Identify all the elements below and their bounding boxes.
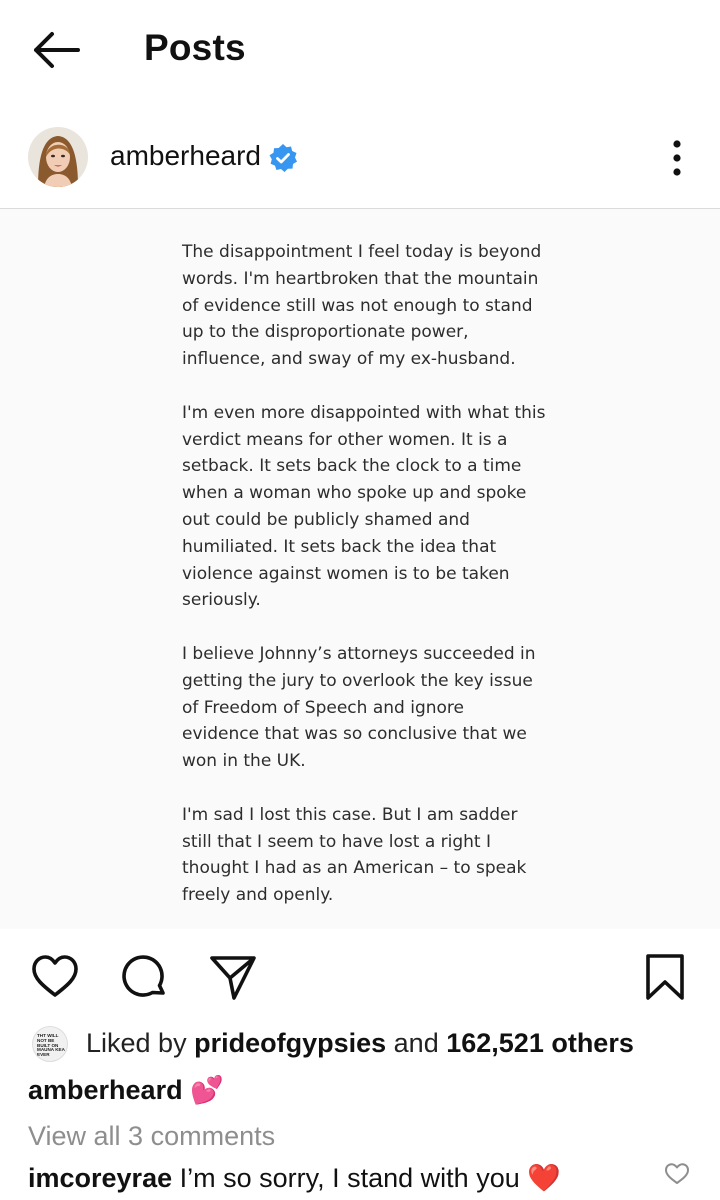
statement-paragraph-4: I'm sad I lost this case. But I am sadder still that I seem to have lost a right I thought I had as an American – to speak freely and openly.: [182, 804, 527, 906]
avatar[interactable]: [28, 127, 88, 187]
top-bar: [0, 0, 720, 100]
arrow-left-icon: [30, 30, 82, 70]
likes-row[interactable]: [0, 1022, 720, 1066]
likes-count[interactable]: 162,521 others: [446, 1028, 634, 1058]
send-icon: [208, 952, 258, 1002]
likes-summary[interactable]: [86, 1028, 634, 1059]
post-header: [0, 122, 720, 194]
profile-photo-icon: [28, 127, 88, 187]
liker-avatar[interactable]: [32, 1026, 68, 1062]
statement-text: [182, 239, 562, 909]
comment-text: I’m so sorry, I stand with you: [179, 1163, 520, 1193]
comment-icon: [119, 952, 169, 1002]
statement-paragraph-3: I believe Johnny’s attorneys succeeded in getting the jury to overlook the key issue of Freedom of Speech and ignore evidence that was so conclusive that we won in the UK.: [182, 643, 536, 772]
caption-username[interactable]: amberheard: [28, 1075, 183, 1105]
comment-button[interactable]: [119, 952, 169, 1002]
comment-like-button[interactable]: [664, 1162, 690, 1186]
share-button[interactable]: [208, 952, 258, 1002]
comment-emoji: ❤️: [527, 1163, 561, 1193]
post-image[interactable]: [0, 209, 720, 929]
verified-icon: [268, 143, 298, 173]
verified-badge: [268, 143, 298, 173]
like-button[interactable]: [30, 952, 80, 1002]
likes-and: and: [393, 1028, 439, 1058]
heart-icon: [30, 952, 80, 1002]
liked-by-username[interactable]: prideofgypsies: [194, 1028, 387, 1058]
save-button[interactable]: [640, 952, 690, 1002]
caption: [28, 1074, 224, 1106]
view-all-comments-link[interactable]: View all 3 comments: [28, 1121, 276, 1151]
statement-paragraph-1: The disappointment I feel today is beyond words. I'm heartbroken that the mountain of evidence still was not enough to stand up to the disproportionate power, influence, and sway of my ex-husband.: [182, 242, 542, 370]
comment-item: [28, 1162, 648, 1194]
back-button[interactable]: [30, 30, 82, 70]
post-username[interactable]: amberheard: [110, 140, 261, 171]
bookmark-icon: [640, 952, 690, 1002]
liker-avatar-text: THT WILL NOT BE BUILT ON MAUNA KEA EVER: [37, 1033, 65, 1058]
heart-outline-icon: [664, 1162, 690, 1186]
post-actions: [0, 946, 720, 1006]
statement-paragraph-2: I'm even more disappointed with what this verdict means for other women. It is a setback. It sets back the clock to a time when a woman who spoke up and spoke out could be publicly shamed and humiliated. It sets back the idea that violence against women is to be taken seriously.: [182, 402, 546, 611]
likes-prefix: Liked by: [86, 1028, 187, 1058]
comment-username[interactable]: imcoreyrae: [28, 1163, 173, 1193]
page-title: Posts: [144, 27, 246, 68]
more-vertical-icon: [660, 138, 694, 178]
more-options-button[interactable]: [660, 138, 694, 178]
caption-emoji: 💕: [190, 1075, 224, 1105]
